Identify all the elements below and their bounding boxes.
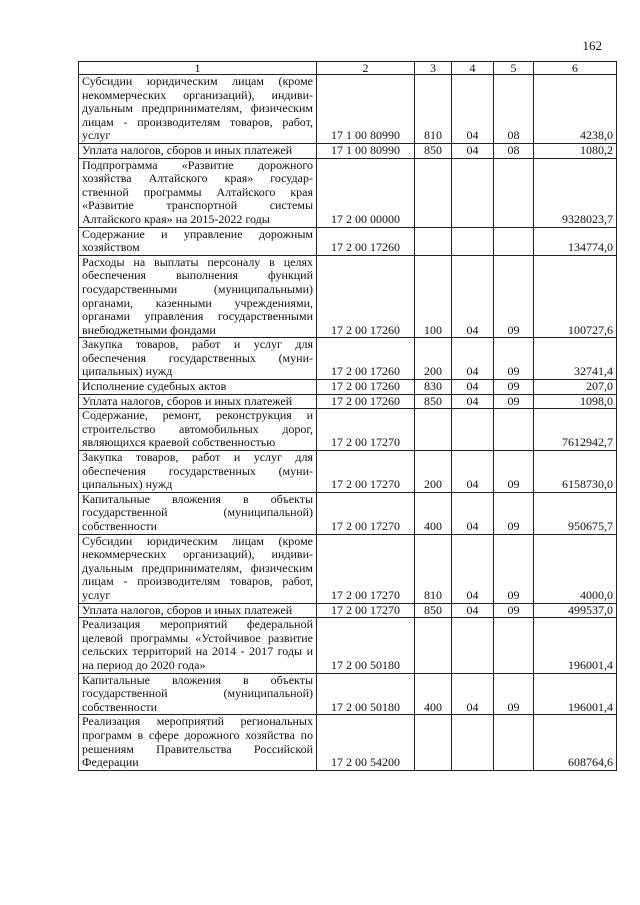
table-row: [79, 143, 617, 158]
subsection-code: 09: [494, 451, 534, 493]
table-row: [79, 255, 617, 338]
table-row: [79, 409, 617, 451]
target-article-code: 17 2 00 17270: [317, 603, 415, 618]
amount: 100727,6: [534, 255, 617, 338]
amount: 196001,4: [534, 673, 617, 715]
row-name: Закупка товаров, работ и услуг для обеспечения государственных (муниципальных) нужд: [79, 338, 317, 380]
subsection-code: 08: [494, 143, 534, 158]
section-code: [452, 715, 494, 770]
expense-type-code: 200: [415, 451, 452, 493]
table-row: [79, 75, 617, 144]
target-article-code: 17 2 00 17260: [317, 255, 415, 338]
subsection-code: 09: [494, 394, 534, 409]
amount: 196001,4: [534, 618, 617, 673]
subsection-code: [494, 715, 534, 770]
target-article-code: 17 2 00 17270: [317, 534, 415, 603]
amount: 134774,0: [534, 227, 617, 255]
table-row: [79, 618, 617, 673]
table-row: [79, 227, 617, 255]
expense-type-code: 400: [415, 673, 452, 715]
budget-table: [78, 61, 617, 771]
expense-type-code: [415, 618, 452, 673]
subsection-code: [494, 618, 534, 673]
row-name: Реализация мероприятий региональных программ в сфере дорожного хозяйства по решениям Правительства Российской Федерации: [79, 715, 317, 770]
target-article-code: 17 2 00 00000: [317, 158, 415, 227]
target-article-code: 17 2 00 17260: [317, 394, 415, 409]
amount: 7612942,7: [534, 409, 617, 451]
section-code: [452, 618, 494, 673]
row-name: Подпрограмма «Развитие дорожного хозяйства Алтайского края» государственной программы Алтайского края «Развитие транспортной системы Алтайского края» на 2015-2022 годы: [79, 158, 317, 227]
expense-type-code: [415, 158, 452, 227]
table-row: [79, 380, 617, 395]
section-code: 04: [452, 143, 494, 158]
amount: 32741,4: [534, 338, 617, 380]
target-article-code: 17 2 00 17270: [317, 409, 415, 451]
section-code: 04: [452, 673, 494, 715]
row-name: Содержание, ремонт, реконструкция и строительство автомобильных дорог, являющихся краевой собственностью: [79, 409, 317, 451]
section-code: [452, 158, 494, 227]
target-article-code: 17 1 00 80990: [317, 143, 415, 158]
amount: 608764,6: [534, 715, 617, 770]
subsection-code: 09: [494, 673, 534, 715]
expense-type-code: 810: [415, 534, 452, 603]
row-name: Реализация мероприятий федеральной целевой программы «Устойчивое развитие сельских территорий на 2014 - 2017 годы и на период до 2020 года»: [79, 618, 317, 673]
row-name: Субсидии юридическим лицам (кроме некоммерческих организаций), индивидуальным предпринимателям, физическим лицам - производителям товаров, работ, услуг: [79, 75, 317, 144]
column-number-row: [79, 62, 617, 75]
section-code: 04: [452, 451, 494, 493]
target-article-code: 17 2 00 17270: [317, 492, 415, 534]
subsection-code: 09: [494, 492, 534, 534]
amount: 207,0: [534, 380, 617, 395]
table-row: [79, 338, 617, 380]
target-article-code: 17 2 00 17260: [317, 227, 415, 255]
row-name: Расходы на выплаты персоналу в целях обеспечения выполнения функций государственными (муниципальными) органами, казенными учреждениями, органами управления государственными внебюджетными фондами: [79, 255, 317, 338]
expense-type-code: 830: [415, 380, 452, 395]
target-article-code: 17 2 00 17260: [317, 380, 415, 395]
subsection-code: [494, 227, 534, 255]
expense-type-code: 810: [415, 75, 452, 144]
expense-type-code: [415, 227, 452, 255]
section-code: 04: [452, 255, 494, 338]
subsection-code: [494, 409, 534, 451]
target-article-code: 17 2 00 17270: [317, 451, 415, 493]
subsection-code: 08: [494, 75, 534, 144]
expense-type-code: [415, 409, 452, 451]
amount: 9328023,7: [534, 158, 617, 227]
section-code: [452, 227, 494, 255]
subsection-code: 09: [494, 255, 534, 338]
amount: 4238,0: [534, 75, 617, 144]
amount: 1080,2: [534, 143, 617, 158]
row-name: Уплата налогов, сборов и иных платежей: [79, 394, 317, 409]
row-name: Уплата налогов, сборов и иных платежей: [79, 603, 317, 618]
amount: 499537,0: [534, 603, 617, 618]
table-row: [79, 451, 617, 493]
row-name: Исполнение судебных актов: [79, 380, 317, 395]
expense-type-code: 850: [415, 603, 452, 618]
subsection-code: 09: [494, 338, 534, 380]
amount: 950675,7: [534, 492, 617, 534]
row-name: Уплата налогов, сборов и иных платежей: [79, 143, 317, 158]
expense-type-code: 850: [415, 143, 452, 158]
subsection-code: 09: [494, 603, 534, 618]
expense-type-code: 850: [415, 394, 452, 409]
page-number: 162: [582, 38, 602, 53]
subsection-code: [494, 158, 534, 227]
table-row: [79, 158, 617, 227]
section-code: 04: [452, 338, 494, 380]
column-header: 2: [317, 62, 415, 75]
column-header: 6: [534, 62, 617, 75]
target-article-code: 17 2 00 54200: [317, 715, 415, 770]
row-name: Субсидии юридическим лицам (кроме некоммерческих организаций), индивидуальным предпринимателям, физическим лицам - производителям товаров, работ, услуг: [79, 534, 317, 603]
section-code: 04: [452, 603, 494, 618]
section-code: 04: [452, 492, 494, 534]
column-header: 4: [452, 62, 494, 75]
table-row: [79, 492, 617, 534]
section-code: 04: [452, 380, 494, 395]
subsection-code: 09: [494, 380, 534, 395]
target-article-code: 17 2 00 50180: [317, 618, 415, 673]
column-header: 5: [494, 62, 534, 75]
table-row: [79, 603, 617, 618]
section-code: 04: [452, 534, 494, 603]
expense-type-code: 200: [415, 338, 452, 380]
expense-type-code: 100: [415, 255, 452, 338]
amount: 4000,0: [534, 534, 617, 603]
row-name: Капитальные вложения в объекты государственной (муниципальной) собственности: [79, 492, 317, 534]
column-header: 3: [415, 62, 452, 75]
table-row: [79, 673, 617, 715]
target-article-code: 17 2 00 17260: [317, 338, 415, 380]
table-row: [79, 534, 617, 603]
row-name: Капитальные вложения в объекты государственной (муниципальной) собственности: [79, 673, 317, 715]
amount: 1098,0: [534, 394, 617, 409]
row-name: Закупка товаров, работ и услуг для обеспечения государственных (муниципальных) нужд: [79, 451, 317, 493]
section-code: 04: [452, 75, 494, 144]
column-header: 1: [79, 62, 317, 75]
target-article-code: 17 1 00 80990: [317, 75, 415, 144]
section-code: 04: [452, 394, 494, 409]
target-article-code: 17 2 00 50180: [317, 673, 415, 715]
table-row: [79, 715, 617, 770]
table-row: [79, 394, 617, 409]
expense-type-code: 400: [415, 492, 452, 534]
section-code: [452, 409, 494, 451]
amount: 6158730,0: [534, 451, 617, 493]
subsection-code: 09: [494, 534, 534, 603]
expense-type-code: [415, 715, 452, 770]
row-name: Содержание и управление дорожным хозяйством: [79, 227, 317, 255]
